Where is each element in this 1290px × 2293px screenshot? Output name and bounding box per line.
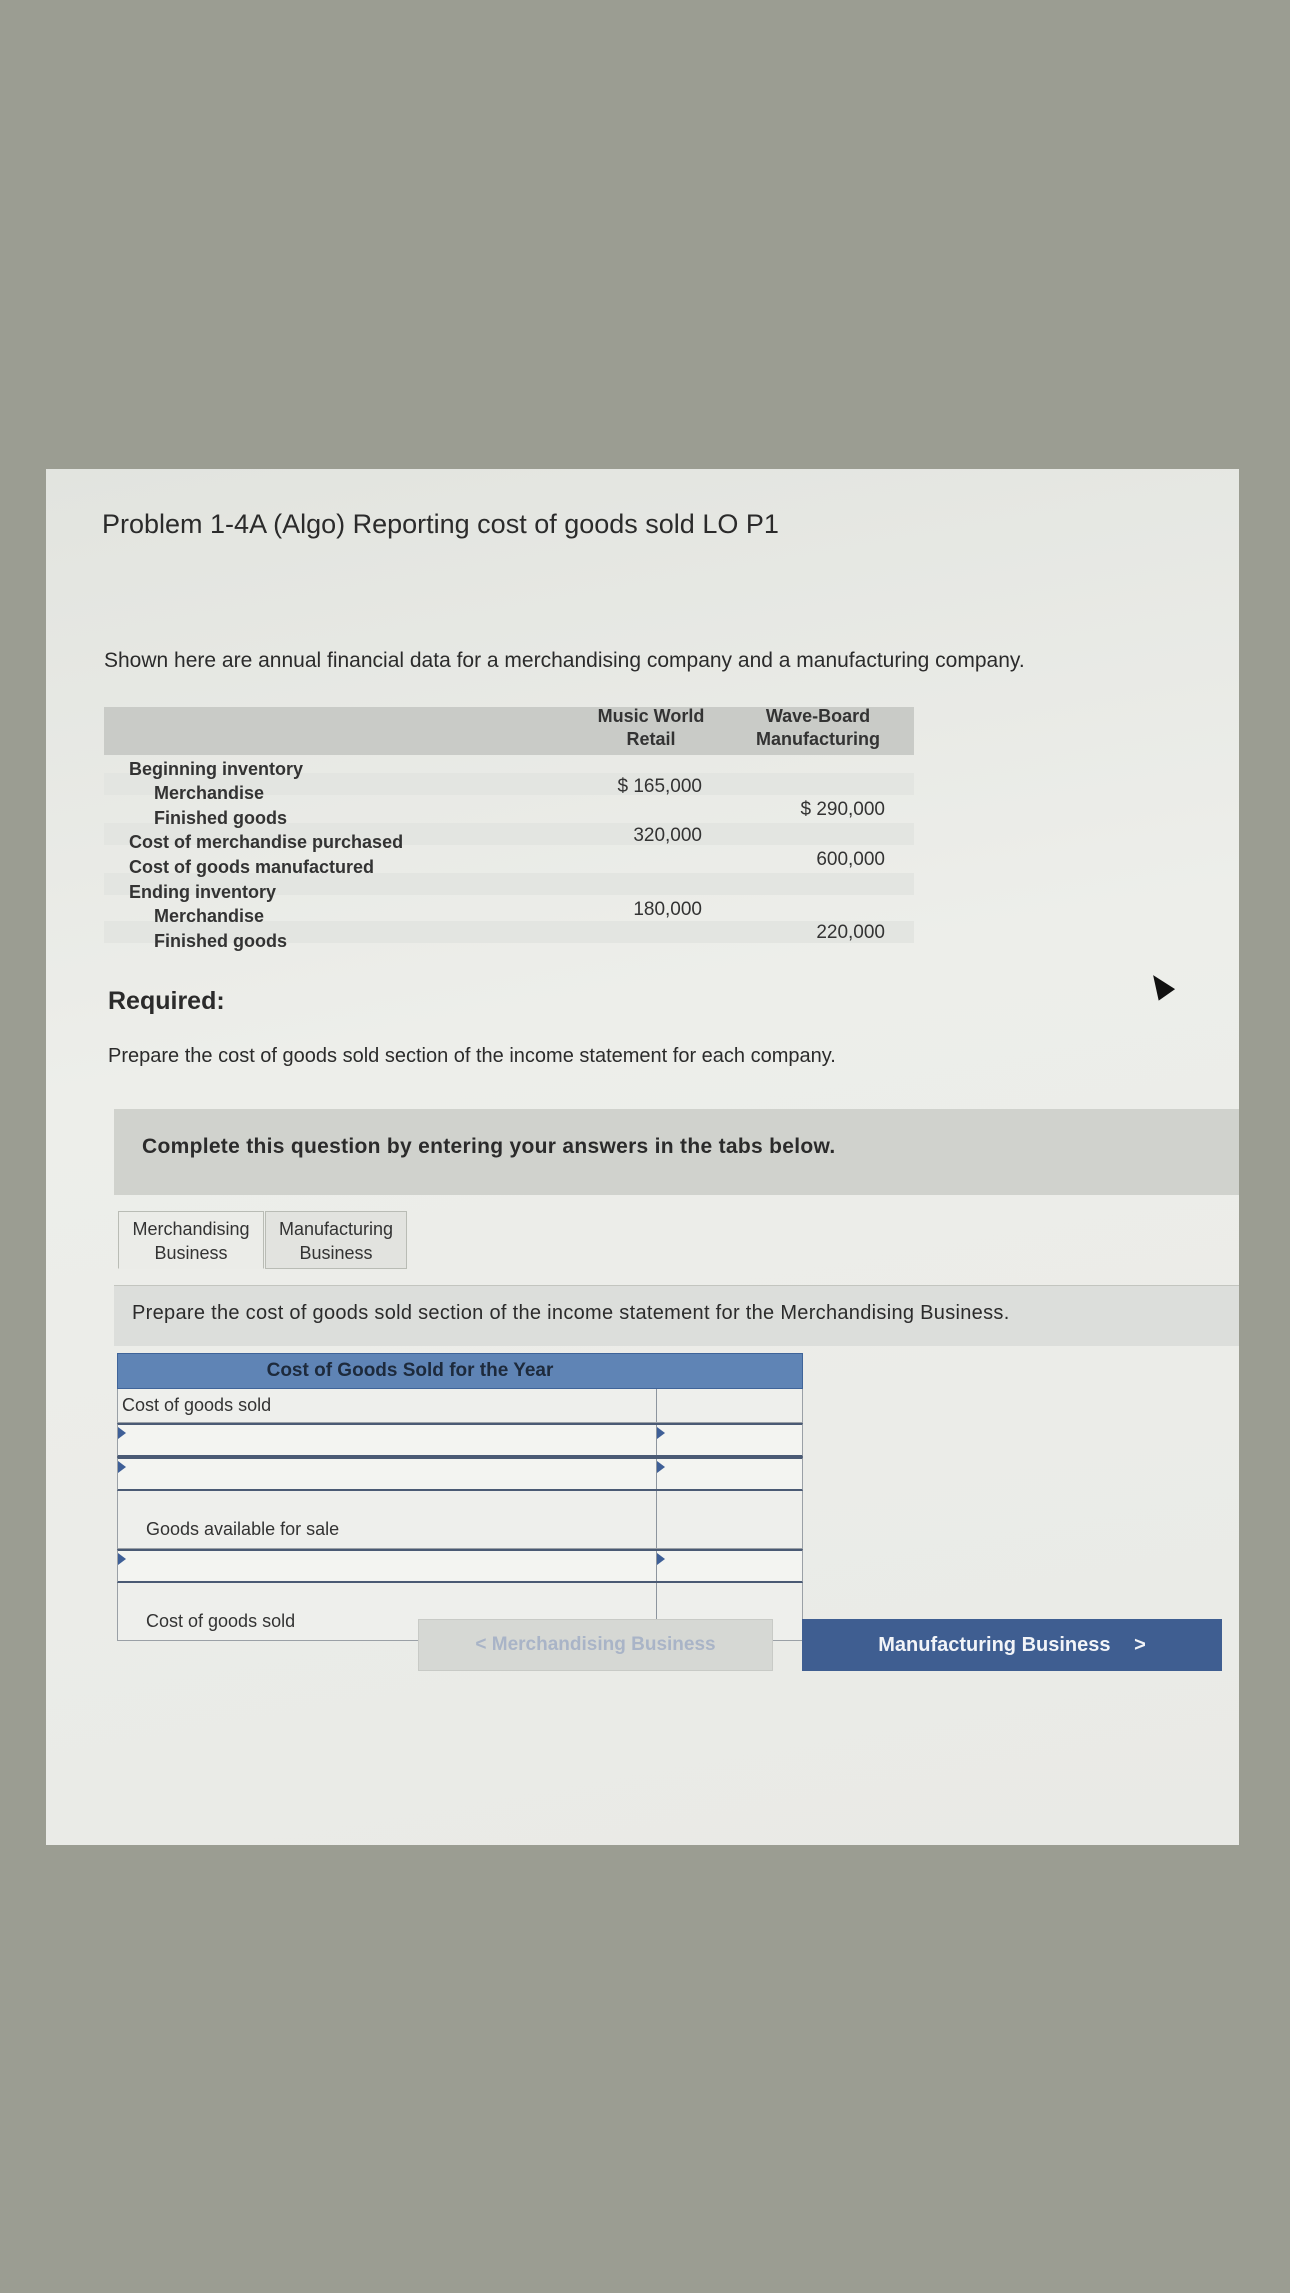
row-label-ending-inventory: Ending inventory — [129, 882, 277, 902]
tab-merchandising-business[interactable] — [118, 1211, 264, 1269]
table-row-cogs — [117, 1389, 803, 1423]
value-music-world-purchases: 320,000 — [633, 825, 702, 846]
column-header-line: Manufacturing — [756, 729, 880, 749]
column-header-music-world — [576, 705, 726, 751]
problem-screen — [46, 469, 1239, 1845]
column-header-line: Retail — [626, 729, 676, 749]
column-header-line: Wave-Board — [765, 706, 871, 726]
chevron-right-icon: > — [1134, 1634, 1146, 1656]
column-header-line: Music World — [597, 706, 705, 726]
row-label-merchandise: Merchandise — [154, 783, 265, 803]
row-label-cost-of-merchandise-purchased: Cost of merchandise purchased — [129, 832, 404, 852]
tab-label: Business — [299, 1243, 373, 1263]
intro-text: Shown here are annual financial data for a merchandising company and a manufacturing company. — [104, 649, 1025, 672]
row-label: Cost of goods sold — [146, 1611, 296, 1631]
next-tab-button[interactable] — [802, 1619, 1222, 1671]
row-label-beginning-inventory: Beginning inventory — [129, 759, 304, 779]
account-select-3[interactable] — [118, 1551, 655, 1581]
value-music-world-merchandise: $ 165,000 — [617, 776, 702, 797]
table-row-input — [117, 1423, 803, 1457]
cogs-table — [117, 1353, 803, 1641]
required-heading: Required: — [108, 987, 225, 1015]
account-select-1[interactable] — [118, 1425, 655, 1455]
account-select-2[interactable] — [118, 1459, 655, 1489]
tab-label: Manufacturing — [278, 1219, 394, 1239]
table-row-input — [117, 1549, 803, 1583]
input-marker-icon — [657, 1553, 665, 1565]
dropdown-marker-icon — [118, 1427, 126, 1439]
column-divider — [656, 1389, 657, 1422]
previous-tab-button[interactable] — [418, 1619, 773, 1671]
chevron-left-icon: < — [475, 1634, 487, 1655]
row-label-finished-goods: Finished goods — [154, 931, 287, 951]
amount-input-1[interactable] — [657, 1425, 802, 1455]
instruction-text: Complete this question by entering your answers in the tabs below. — [142, 1135, 836, 1158]
column-header-wave-board — [728, 705, 908, 751]
dropdown-marker-icon — [118, 1553, 126, 1565]
row-label-cost-of-goods-manufactured: Cost of goods manufactured — [129, 857, 375, 877]
value-wave-board-cogm: 600,000 — [816, 849, 885, 870]
row-label: Cost of goods sold — [122, 1395, 272, 1415]
prep-text: Prepare the cost of goods sold section of the income statement for the Merchandising Business. — [132, 1302, 1010, 1324]
mouse-cursor-icon — [1145, 969, 1175, 1000]
value-music-world-ending-merchandise: 180,000 — [633, 899, 702, 920]
row-label: Goods available for sale — [146, 1519, 340, 1539]
value-wave-board-finished-goods: $ 290,000 — [800, 799, 885, 820]
input-marker-icon — [657, 1461, 665, 1473]
cogs-table-header: Cost of Goods Sold for the Year — [117, 1353, 803, 1389]
tab-manufacturing-business[interactable] — [265, 1211, 407, 1269]
previous-tab-label: Merchandising Business — [491, 1634, 716, 1655]
column-divider — [656, 1491, 657, 1548]
amount-input-3[interactable] — [657, 1551, 802, 1581]
table-row-goods-available — [117, 1491, 803, 1549]
input-marker-icon — [657, 1427, 665, 1439]
row-label-finished-goods: Finished goods — [154, 808, 287, 828]
next-tab-label: Manufacturing Business — [878, 1634, 1111, 1656]
required-text: Prepare the cost of goods sold section of the income statement for each company. — [108, 1045, 836, 1067]
amount-input-2[interactable] — [657, 1459, 802, 1489]
problem-title: Problem 1-4A (Algo) Reporting cost of goods sold LO P1 — [102, 509, 779, 539]
value-wave-board-ending-finished-goods: 220,000 — [816, 922, 885, 943]
table-row-input — [117, 1457, 803, 1491]
tab-label: Merchandising — [132, 1219, 250, 1239]
tab-label: Business — [154, 1243, 228, 1263]
row-label-merchandise: Merchandise — [154, 906, 265, 926]
dropdown-marker-icon — [118, 1461, 126, 1473]
